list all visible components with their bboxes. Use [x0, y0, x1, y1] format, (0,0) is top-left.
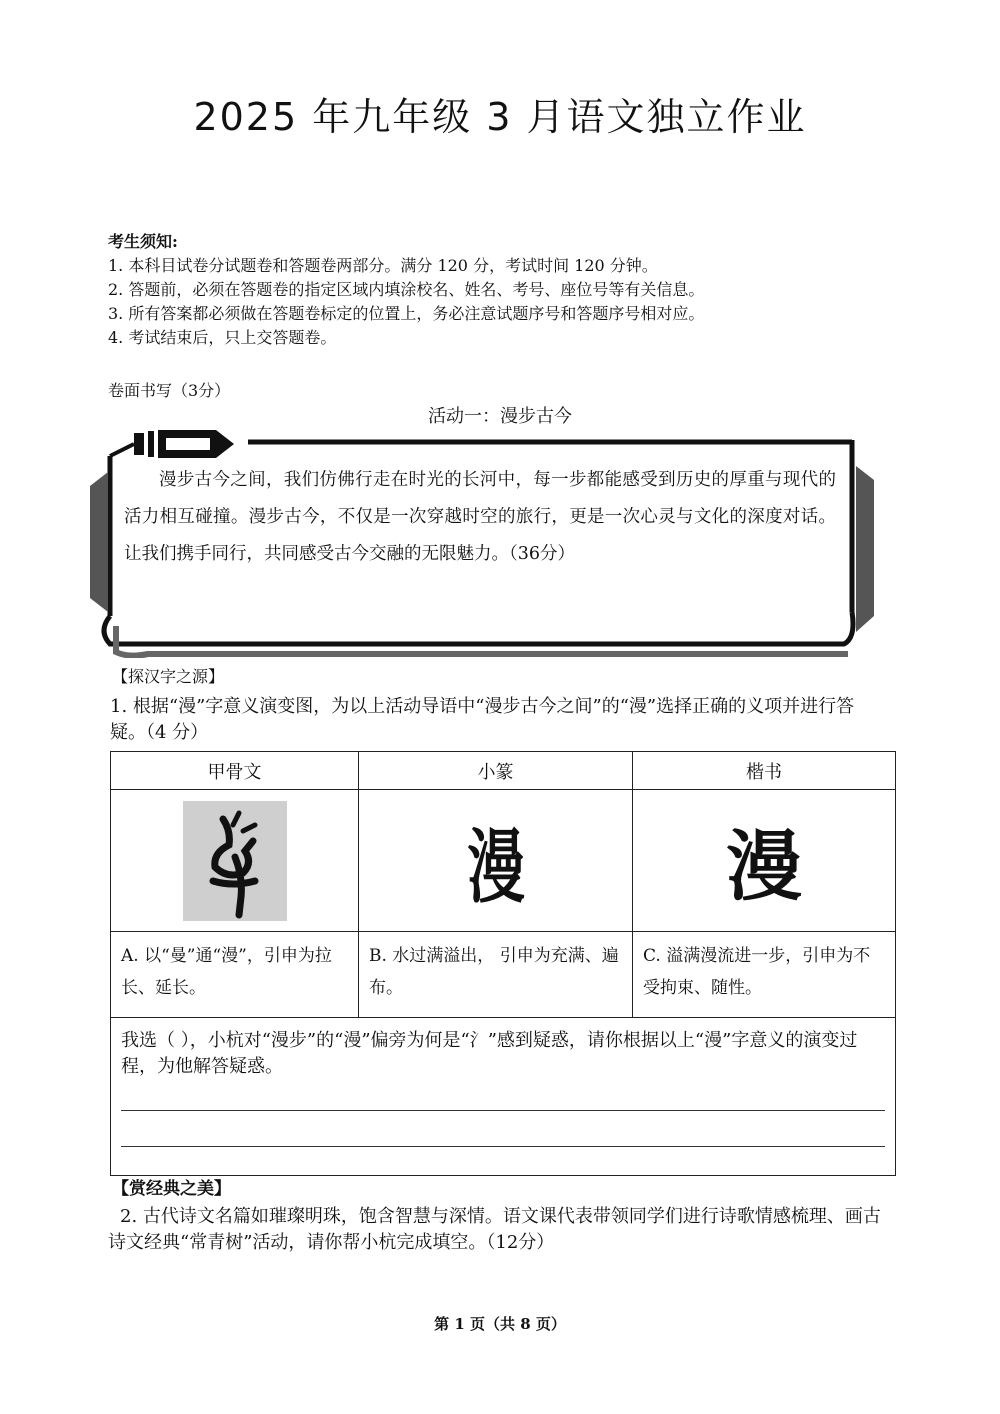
- header-oracle: 甲骨文: [111, 752, 359, 790]
- seal-glyph-cell: [359, 790, 633, 932]
- notice-item: 1. 本科目试卷分试题卷和答题卷两部分。满分 120 分，考试时间 120 分钟。: [108, 256, 658, 275]
- section-title: 【赏经典之美】: [112, 1179, 231, 1199]
- question-2: 2. 古代诗文名篇如璀璨明珠，饱含智慧与深情。语文课代表带领同学们进行诗歌情感梳理、画古诗文经典“常青树”活动，请你帮小杭完成填空。（12分）: [108, 1206, 881, 1253]
- option-b: B. 水过满溢出， 引申为充满、遍布。: [359, 932, 633, 1018]
- kaishu-glyph-cell: [633, 790, 896, 932]
- option-a: A. 以“曼”通“漫”，引申为拉长、延长。: [111, 932, 359, 1018]
- notice-item: 3. 所有答案都必须做在答题卷标定的位置上，务必注意试题序号和答题序号相对应。: [108, 304, 705, 323]
- answer-line[interactable]: [121, 1146, 885, 1147]
- page-footer: 第 1 页（共 8 页）: [434, 1315, 566, 1333]
- oracle-glyph-cell: [111, 790, 359, 932]
- activity-title: 活动一：漫步古今: [428, 406, 572, 427]
- question-1: 1. 根据“漫”字意义演变图，为以上活动导语中“漫步古今之间”的“漫”选择正确的义项并进行答疑。（4 分）: [110, 696, 855, 743]
- section-title: 【探汉字之源】: [112, 667, 225, 686]
- answer-area[interactable]: [111, 1018, 896, 1176]
- answer-prompt: 我选（ ），小杭对“漫步”的“漫”偏旁为何是“氵”感到疑惑，请你根据以上“漫”字意义的演变过程，为他解答疑惑。: [121, 1030, 858, 1077]
- header-kaishu: 楷书: [633, 752, 896, 790]
- seal-script-char: 漫: [466, 821, 525, 914]
- regular-script-char: 漫: [726, 822, 802, 911]
- notice-item: 4. 考试结束后，只上交答题卷。: [108, 328, 337, 347]
- notice-heading: 考生须知:: [108, 232, 178, 251]
- pencil-icon: [134, 430, 234, 458]
- handwriting-score: 卷面书写（3分）: [108, 381, 231, 400]
- notice-item: 2. 答题前，必须在答题卷的指定区域内填涂校名、姓名、考号、座位号等有关信息。: [108, 280, 705, 299]
- option-c: C. 溢满漫流进一步，引申为不受拘束、随性。: [633, 932, 896, 1018]
- activity-intro: 漫步古今之间，我们仿佛行走在时光的长河中，每一步都能感受到历史的厚重与现代的活力相互碰撞。漫步古今，不仅是一次穿越时空的旅行，更是一次心灵与文化的深度对话。让我们携手同行，共同感受古今交融的无限魅力。（36分）: [124, 470, 836, 564]
- page-title: 2025 年九年级 3 月语文独立作业: [193, 95, 807, 139]
- oracle-bone-image: [183, 801, 287, 921]
- header-seal: 小篆: [359, 752, 633, 790]
- exam-notice: [108, 230, 908, 350]
- answer-line[interactable]: [121, 1110, 885, 1111]
- character-evolution-table: [110, 751, 896, 1176]
